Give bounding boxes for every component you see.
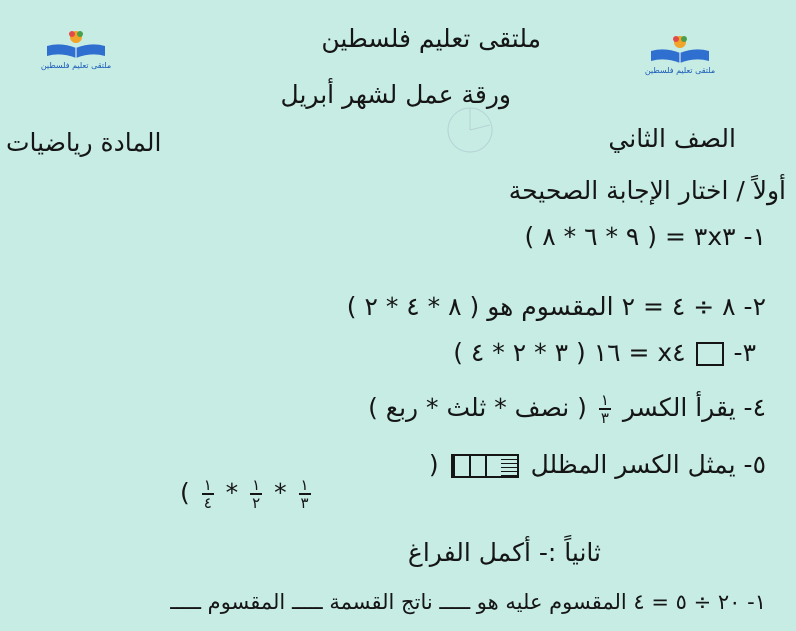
book-logo-icon [645, 33, 715, 65]
fraction-one-third: $\frac{١}{٣}$ [600, 391, 609, 427]
logo-caption: ملتقى تعليم فلسطين [40, 61, 112, 70]
question-4 [368, 393, 766, 425]
question-3 [453, 338, 756, 367]
question-stem: ٣x٣ = [665, 222, 736, 251]
logo-right [640, 33, 720, 79]
answer-options: ( ٣ * ٢ * ٤ ) [453, 338, 586, 367]
option-fraction-2: $\frac{١}{٢}$ [252, 476, 261, 512]
option-fraction-1: $\frac{١}{٣}$ [300, 476, 309, 512]
answer-options: ( نصف * ثلث * ربع ) [368, 393, 587, 422]
answer-options: ( ٩ * ٦ * ٨ ) [524, 222, 658, 251]
empty-cell [469, 456, 485, 476]
section1-heading: أولاً / اختار الإجابة الصحيحة [508, 176, 786, 205]
fill-blank-question-1 [170, 590, 766, 614]
empty-answer-box [696, 342, 724, 366]
question-number: ٥- [743, 450, 766, 479]
worksheet-subtitle: ورقة عمل لشهر أبريل [280, 80, 511, 109]
question-2 [347, 292, 766, 321]
scan-ghost-circle [440, 105, 500, 155]
book-logo-icon [41, 28, 111, 60]
question-stem: x٤ = ١٦ [593, 338, 686, 367]
section2-heading: ثانياً :- أكمل الفراغ [407, 538, 601, 567]
question-stem: ٨ ÷ ٤ = ٢ المقسوم هو [487, 292, 736, 321]
grade-label: الصف الثاني [608, 124, 736, 153]
question-number: ١- [747, 590, 766, 614]
question-number: ٣- [733, 338, 756, 367]
question-number: ٤- [743, 393, 766, 422]
empty-cell [485, 456, 501, 476]
answer-options: ( ٨ * ٤ * ٢ ) [346, 292, 480, 321]
shaded-fraction-strip [451, 454, 519, 478]
question-5-options: $\frac{١}{٣} * \frac{١}{٢} * \frac{١}{٤}$ ) [180, 476, 309, 512]
empty-cell [453, 456, 469, 476]
question-stem: يقرأ الكسر [622, 393, 736, 422]
question-1 [525, 222, 766, 251]
logo-left [36, 28, 116, 74]
question-stem: يمثل الكسر المظلل [530, 450, 736, 479]
question-5: ٥- يمثل الكسر المظلل ( [428, 450, 766, 479]
question-stem: ٢٠ ÷ ٥ = ٤ [633, 590, 741, 614]
question-number: ٢- [743, 292, 766, 321]
option-fraction-3: $\frac{١}{٤}$ [203, 476, 212, 512]
shaded-cell [501, 456, 517, 476]
question-number: ١- [743, 222, 766, 251]
subject-label: المادة رياضيات [6, 128, 162, 157]
fill-blank-text: المقسوم عليه هو ـــــ ناتج القسمة ـــــ المقسوم ـــــ [170, 590, 627, 614]
worksheet-title: ملتقى تعليم فلسطين [321, 24, 541, 53]
logo-caption: ملتقى تعليم فلسطين [644, 66, 716, 75]
